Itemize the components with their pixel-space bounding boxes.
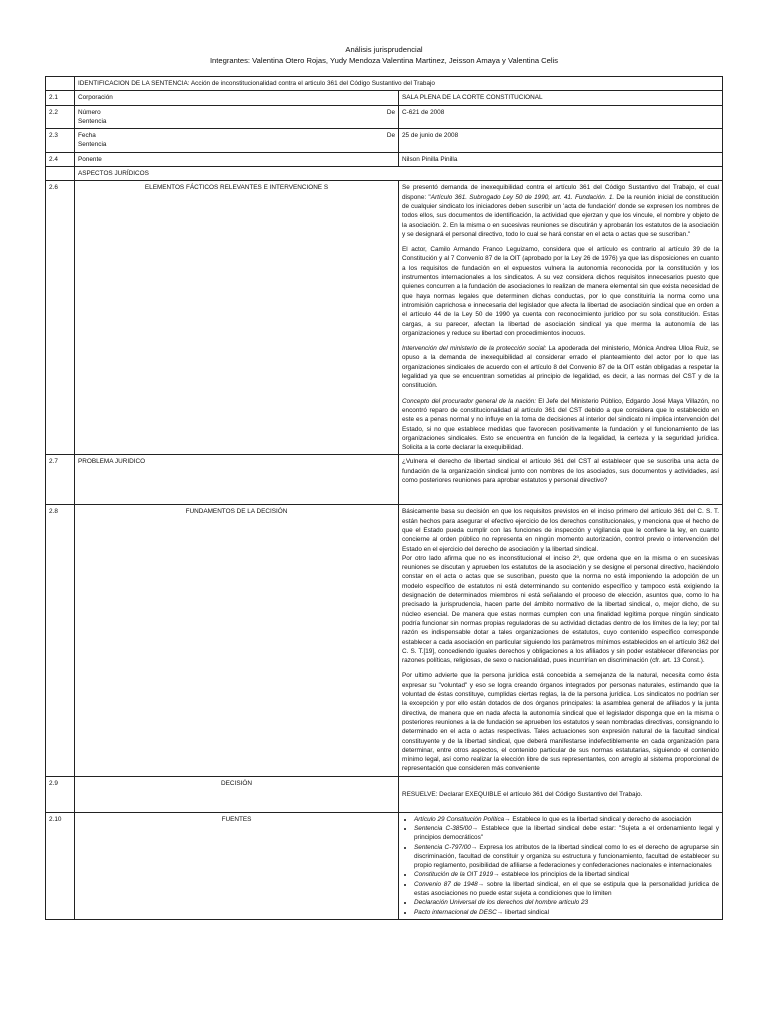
list-item	[414, 898, 719, 907]
table-row	[46, 167, 723, 181]
paragraph	[402, 183, 719, 239]
label-part: De	[386, 108, 395, 116]
arrow-icon: →	[504, 815, 511, 823]
row-number: 2.10	[46, 812, 75, 919]
row-value	[399, 181, 723, 455]
table-row	[46, 181, 723, 455]
paragraph: ¿Vulnera el derecho de libertad sindical el artículo 361 del CST al establecer que se suscriba una acta de fundación de la organización sindical junto con nombres de los asociados, sus documentos y actividades, así como posteriores reuniones para aprobar estatutos y personal directivo?	[402, 458, 719, 484]
arrow-icon: →	[477, 880, 485, 888]
row-value: SALA PLENA DE LA CORTE CONSTITUCIONAL	[399, 91, 723, 105]
row-label: DECISIÓN	[75, 776, 399, 812]
list-item	[414, 908, 719, 917]
list-item	[414, 870, 719, 879]
list-item	[414, 843, 719, 871]
table-row	[46, 91, 723, 105]
sources-list	[402, 815, 719, 917]
text-run: De la reunión inicial de constitución de cualquier sindicato los iniciadores deben suscribir un 'acta de fundación' donde se expresen los nombres de todos ellos, sus documentos de identificación, la actividad que ejerzan y que los vincule, el nombre y objeto de la asociación. 2. En la misma o en sucesivas reuniones se discutirán y aprobarán los estatutos de la asociación y se designará el personal directivo, todo lo cual se hará constar en el acta o actas que se suscriban."	[402, 193, 719, 238]
arrow-icon: →	[471, 825, 479, 832]
table-row	[46, 812, 723, 919]
text-run: Concepto del procurador general de la nación:	[402, 397, 537, 405]
table-row	[46, 505, 723, 776]
source-title: Constitución de la OIT 1919	[414, 871, 494, 879]
row-number: 2.1	[46, 91, 75, 105]
row-label: ELEMENTOS FÁCTICOS RELEVANTES E INTERVENCIONE S	[75, 181, 399, 455]
row-value: C-621 de 2008	[399, 105, 723, 129]
table-row	[46, 776, 723, 812]
paragraph: Por ultimo advierte que la persona jurídica está concebida a semejanza de la natural, necesita como ésta expresar su "voluntad" y eso se logra creando órganos integrados por personas naturales, estimando que la voluntad de éstas constituye, cumplidas ciertas reglas, la de la persona jurídica. Los sindicatos no podrían ser la excepción y por ello están dotados de dos órganos principales: la asamblea general de afiliados y la junta directiva, de manera que en nada afecta la autonomía sindical que el legislador disponga que en la misma o posteriores reuniones a la de fundación se aprueben los estatutos y sean nombradas directivas, consignando lo determinado en el acta o actas respectivas. Tales actuaciones son expresión natural de la facultad sindical constituyente y de la libertad sindical, que deberá manifestarse indefectiblemente en cada organización para determinar, entre otros aspectos, el contenido particular de sus normas estatutarias, siguiendo el contenido mínimo legal, así como realizar la elección libre de sus representantes, con arreglo al sistema proporcional de representación que consideren más conveniente	[402, 672, 719, 773]
arrow-icon: →	[496, 908, 504, 916]
row-value: Nilson Pinilla Pinilla	[399, 152, 723, 166]
label-part: De	[386, 132, 395, 140]
row-number: 2.4	[46, 152, 75, 166]
table-row	[46, 105, 723, 129]
paragraph: El actor, Camilo Armando Franco Leguizamo, considera que el artículo es contrario al artículo 39 de la Constitución y al 7 Convenio 87 de la OIT (aprobado por la Ley 26 de 1976) ya que las disposiciones en cuanto a los requisitos de fundación en el expuestos vulnera la autonomía reconocida por la constitución y los instrumentos internacionales a los sindicatos. A su vez considera dichos requisitos innecesarios puesto que quienes concurren a la fundación de asociaciones lo realizan de manera elemental sin que exista necesidad de que haya normas legales que determinen dichas conductas, por lo que constituiría la norma como una intromisión caprichosa e innecesaria del legislador que afecta la libertad de asociación sindical que en orden a el artículo 44 de la Ley 50 de 1990 ya cuenta con reconocimiento jurídico por su sola constitución. Estas cargas, a su parecer, afectan la libertad de asociación sindical ya que merma la autonomía de las organizaciones y reduce su libertad con procedimientos inocuos.	[402, 246, 719, 337]
source-description: libertad sindical	[503, 908, 549, 916]
row-label: FUNDAMENTOS DE LA DECISIÓN	[75, 505, 399, 776]
text-run: El Jefe del Ministerio Público, Edgardo José Maya Villazón, no encontró reparo de constitucionalidad al artículo 361 del CST debido a que considera que lo establecido en este es a penas normal y no influye en la toma de decisiones al interior del sindicato ni implica intervención del Estado, si no que establece medidas que favorecen positivamente la fundación y el funcionamiento de las organizaciones sindicales. Esto se encuentra en función de la legalidad, la certeza y la seguridad jurídica. Solicita a la corte declarar la exequibilidad.	[402, 397, 720, 452]
decision-text: RESUELVE: Declarar EXEQUIBLE el artículo 361 del Código Sustantivo del Trabajo.	[402, 790, 643, 798]
label-part: Sentencia	[78, 141, 107, 149]
paragraph: Por otro lado afirma que no es inconstitucional el inciso 2º, que ordena que en la misma o en sucesivas reuniones se discutan y aprueben los estatutos de la asociación y se designe el personal directivo, haciéndolo constar en el acta o actas que se suscriban, puesto que la norma no está imponiendo la adopción de un modelo específico de estatutos ni está determinando su contenido específico y tampoco está exigiendo la designación de determinados miembros ni está señalando el proceso de elección, asuntos que, como lo ha precisado la jurisprudencia, hacen parte del ámbito normativo de la libertad sindical, o, mejor dicho, de su núcleo esencial. De manera que estas normas cumplen con una finalidad legítima porque ningún sindicato podría funcionar sin normas propias reguladoras de su actividad dictadas dentro de los límites de la ley; por tal razón es indispensable dotar a tales organizaciones de estatutos, cuyo contenido específico corresponde establecer a cada asociación en particular siguiendo los parámetros mínimos establecidos en el artículo 362 del C. S. T.[19], concediendo iguales derechos y obligaciones a los afiliados y sin poder establecer diferencias por razones políticas, religiosas, de sexo o nacionalidad, pues incurrirían en discriminación (cfr. art. 13 Const.).	[402, 554, 719, 665]
document-header	[0, 0, 768, 66]
row-label: Ponente	[75, 152, 399, 166]
list-item	[414, 880, 719, 899]
row-number: 2.7	[46, 455, 75, 505]
document-authors: Integrantes: Valentina Otero Rojas, Yudy Mendoza Valentina Martinez, Jeisson Amaya y Valentina Celis	[209, 56, 559, 65]
row-number	[46, 77, 75, 91]
source-description: Expresa los atributos de la libertad sindical como lo es el derecho de agruparse sin discriminación, facultad de constituir y organiza su estructura y funcionamiento, facultad de establecer su propio reglamento, posibilidad de afiliarse a federaciones y confederaciones nacionales e internacionales	[414, 843, 719, 870]
row-number	[46, 167, 75, 181]
row-value	[399, 455, 723, 505]
source-title: Sentencia C-385/00	[414, 825, 472, 832]
source-title: Sentencia C-797/00	[414, 843, 471, 851]
table-row	[46, 77, 723, 91]
source-description: Establece que la libertad sindical debe estar: "Sujeta a el ordenamiento legal y principios democráticos"	[414, 825, 719, 842]
row-number: 2.2	[46, 105, 75, 129]
row-number: 2.9	[46, 776, 75, 812]
source-title: Pacto internacional de DESC	[414, 908, 497, 916]
row-label: FUENTES	[75, 812, 399, 919]
source-description: establece los principios de la libertad sindical	[499, 871, 629, 879]
table-row	[46, 129, 723, 153]
list-item	[414, 824, 719, 843]
text-run: La apoderada del ministerio, Mónica Andrea Ulloa Ruiz, se opuso a la demanda de inexequibilidad al considerar errado el planteamiento del actor por lo que las organizaciones sindicales de acuerdo con el artículo 8 del Convenio 87 de la OIT están obligadas a respetar la legalidad ya que se encuentran sometidas al principio de legalidad, es decir, a las normas del CST y de la constitución.	[402, 345, 719, 390]
paragraph: Básicamente basa su decisión en que los requisitos previstos en el inciso primero del artículo 361 del C. S. T. están hechos para asegurar el efectivo ejercicio de los derechos constitucionales, y menciona que el hecho de que el Estado pueda cumplir con las funciones de inspección y vigilancia que le confiere la ley, en cuanto concierne al orden público no representa en ningún momento autorización, control previo o intervención del Estado en el ejercicio del derecho de asociación y la libertad sindical.	[402, 508, 719, 553]
row-label: PROBLEMA JURIDICO	[75, 455, 399, 505]
row-value	[399, 812, 723, 919]
row-number: 2.6	[46, 181, 75, 455]
row-value: 25 de junio de 2008	[399, 129, 723, 153]
list-item	[414, 815, 719, 824]
row-value	[399, 776, 723, 812]
source-description: Establece lo que es la libertad sindical y derecho de asociación	[510, 815, 692, 823]
document-title: Análisis jurisprudencial	[345, 45, 423, 54]
source-description: sobre la libertad sindical, en el que se estipula que la personalidad jurídica de estas asociaciones no puede estar sujeta a condiciones que lo limiten	[414, 880, 719, 898]
text-run: Artículo 361. Subrogado Ley 50 de 1990, art. 41. Fundación. 1.	[430, 193, 615, 201]
table-row	[46, 455, 723, 505]
label-part: Fecha	[78, 132, 96, 140]
table-row	[46, 152, 723, 166]
row-label	[75, 129, 399, 153]
source-title: Artículo 29 Constitución Política	[414, 815, 505, 823]
label-part: Sentencia	[78, 117, 107, 125]
paragraph	[402, 397, 719, 453]
row-number: 2.3	[46, 129, 75, 153]
text-run: Se presentó demanda de inexequibilidad contra el artículo 361 del Código Sustantivo del Trabajo, el cual dispone: "	[402, 184, 719, 201]
row-label	[75, 105, 399, 129]
arrow-icon: →	[493, 871, 500, 879]
row-label: Corporación	[75, 91, 399, 105]
source-title: Declaración Universal de los derechos del hombre articulo 23	[414, 899, 589, 907]
row-value	[399, 505, 723, 776]
arrow-icon: →	[470, 843, 478, 851]
source-title: Convenio 87 de 1948	[414, 880, 478, 888]
row-number: 2.8	[46, 505, 75, 776]
analysis-table	[45, 76, 723, 920]
text-run: Intervención del ministerio de la protección social:	[402, 345, 547, 353]
section-heading: ASPECTOS JURÍDICOS	[75, 167, 723, 181]
identification-cell: IDENTIFICACION DE LA SENTENCIA: Acción de inconstitucionalidad contra el articulo 361 del Código Sustantivo del Trabajo	[75, 77, 723, 91]
paragraph	[402, 344, 719, 390]
label-part: Número	[78, 108, 101, 116]
